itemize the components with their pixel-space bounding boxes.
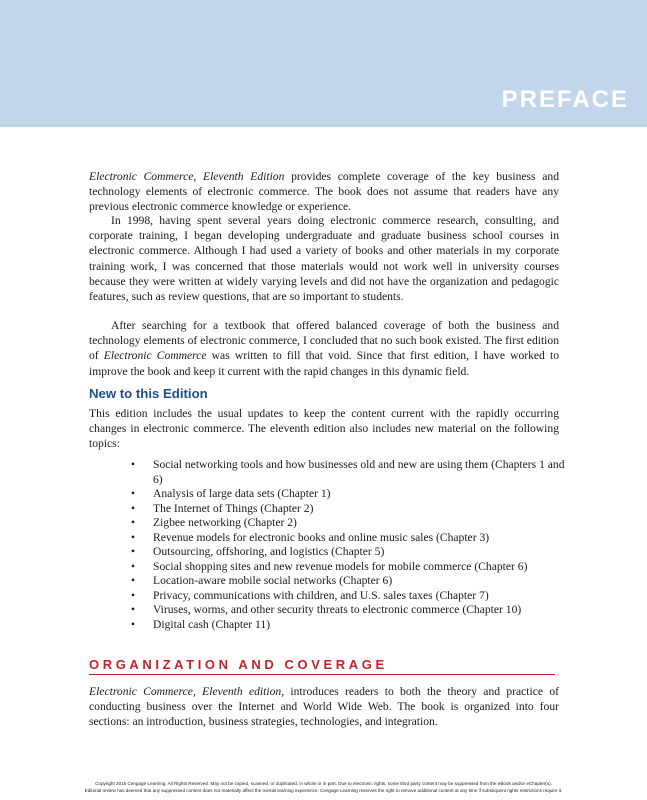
intro-paragraph-3 (89, 318, 559, 379)
organization-heading: ORGANIZATION AND COVERAGE (89, 657, 555, 675)
copyright-line-1: Copyright 2015 Cengage Learning. All Rights Reserved. May not be copied, scanned, or duplicated, in whole or in part. Due to electronic rights, some third party content may be suppressed from the eBook and/or eChapter(s). (95, 781, 552, 786)
list-item (131, 531, 571, 546)
list-item (131, 574, 571, 589)
list-item (131, 502, 571, 517)
book-title-short: Electronic Commerce (103, 349, 207, 363)
list-item-text: Social networking tools and how businesses old and new are using them (Chapters 1 and 6) (153, 458, 565, 486)
list-item (131, 516, 571, 531)
bullet-icon: • (131, 501, 136, 515)
copyright-line-2: Editorial review has deemed that any suppressed content does not materially affect the overall learning experience. Cengage Learning reserves the right to remove additional content at any time if subsequent rights restrictions require it. (84, 788, 563, 793)
topics-list (131, 458, 571, 632)
intro-paragraph-2: In 1998, having spent several years doing electronic commerce research, consulting, and corporate training, I began developing undergraduate and graduate business school courses in electronic commerce. Although I had used a variety of books and other materials in my corporate training work, I was concerned that those materials would not work well in university courses because they were written at widely varying levels and did not have the organization and pedagogic features, such as review questions, that are so important to students. (89, 214, 559, 304)
list-item (131, 545, 571, 560)
bullet-icon: • (131, 487, 136, 500)
new-edition-paragraph: This edition includes the usual updates to keep the content current with the rapidly occurring changes in electronic commerce. The eleventh edition also includes new material on the following topics: (89, 407, 559, 451)
list-item-text: Outsourcing, offshoring, and logistics (Chapter 5) (153, 545, 385, 558)
list-item-text: Privacy, communications with children, and U.S. sales taxes (Chapter 7) (153, 588, 489, 602)
bullet-icon: • (131, 574, 136, 587)
list-item-text: Revenue models for electronic books and online music sales (Chapter 3) (153, 530, 490, 544)
list-item-text: Zigbee networking (Chapter 2) (153, 516, 297, 529)
list-item (131, 618, 571, 633)
bullet-icon: • (131, 530, 136, 544)
list-item-text: Analysis of large data sets (Chapter 1) (153, 487, 331, 500)
bullet-icon: • (131, 516, 136, 529)
bullet-icon: • (131, 559, 136, 573)
book-title: Electronic Commerce, Eleventh Edition (89, 170, 285, 183)
list-item (131, 487, 571, 502)
organization-paragraph-text: , introduces readers to both the theory and practice of conducting business over the Internet and World Wide Web. The book is organized into four sections: an introduction, business strategies, technologies, and integration. (89, 685, 559, 729)
intro-paragraph-3-text-a: After searching for a textbook that offered balanced coverage of both the business and technology elements of electronic commerce, I concluded that no such book existed. The first edition of (89, 319, 559, 363)
intro-paragraph-1 (89, 169, 559, 215)
page-title: PREFACE (501, 86, 629, 113)
list-item (131, 603, 571, 618)
bullet-icon: • (131, 458, 136, 471)
copyright-notice (4, 780, 643, 794)
header-band (0, 0, 647, 127)
organization-paragraph (89, 684, 559, 730)
new-edition-heading: New to this Edition (89, 386, 208, 401)
list-item-text: Viruses, worms, and other security threats to electronic commerce (Chapter 10) (153, 603, 522, 616)
list-item-text: Social shopping sites and new revenue models for mobile commerce (Chapter 6) (153, 559, 528, 573)
list-item (131, 589, 571, 604)
list-item (131, 458, 571, 487)
list-item (131, 560, 571, 575)
list-item-text: Digital cash (Chapter 11) (153, 617, 271, 631)
list-item-text: The Internet of Things (Chapter 2) (153, 501, 314, 515)
bullet-icon: • (131, 588, 136, 602)
intro-paragraph-3-text-b: was written to fill that void. Since that first edition, I have worked to improve the book and keep it current with the rapid changes in this dynamic field. (89, 349, 559, 378)
book-title-edition: Electronic Commerce, Eleventh edition (89, 685, 282, 698)
bullet-icon: • (131, 603, 136, 616)
intro-paragraph-1-text: provides complete coverage of the key business and technology elements of electronic commerce. The book does not assume that readers have any previous electronic commerce knowledge or experience. (89, 170, 559, 214)
list-item-text: Location-aware mobile social networks (Chapter 6) (153, 574, 393, 587)
bullet-icon: • (131, 617, 136, 631)
bullet-icon: • (131, 545, 136, 558)
